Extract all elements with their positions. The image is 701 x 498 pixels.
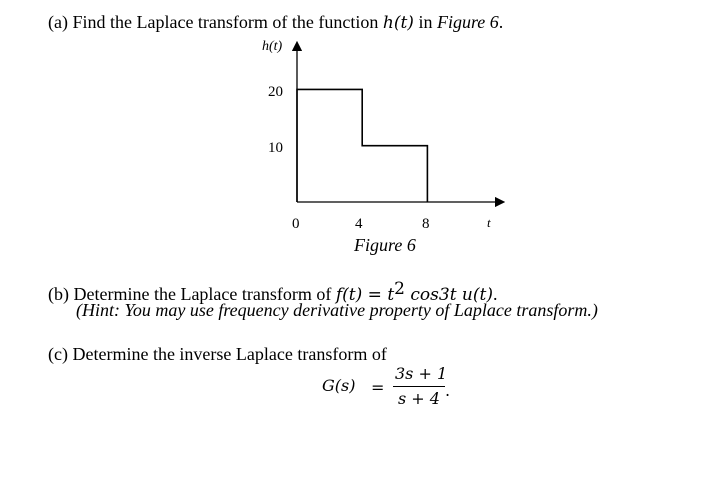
fraction-numerator: 3s + 1 <box>395 364 448 383</box>
part-b-function: f(t) <box>335 285 363 305</box>
part-a-function: h(t) <box>382 13 414 33</box>
part-b-exponent: 2 <box>394 279 405 299</box>
fraction-denominator: s + 4 <box>398 389 440 408</box>
h-of-t-waveform <box>297 89 427 202</box>
part-b-t: t <box>387 285 395 305</box>
equals-sign: = <box>371 378 385 397</box>
part-b-prefix: (b) Determine the Laplace transform of <box>48 284 336 304</box>
y-tick-10: 10 <box>268 140 283 156</box>
part-a-prefix: (a) Find the Laplace transform of the function <box>48 12 383 32</box>
part-b-rhs: cos3t u(t) <box>405 285 493 305</box>
y-tick-20: 20 <box>268 84 283 100</box>
g-of-s-lhs: G(s) <box>322 376 356 395</box>
y-axis-label: h(t) <box>262 39 283 54</box>
fraction-bar <box>393 386 445 387</box>
figure-caption: Figure 6 <box>354 235 416 255</box>
part-b-hint: (Hint: You may use frequency derivative property of Laplace transform.) <box>76 300 598 320</box>
g-of-s-label <box>322 376 355 395</box>
part-a-middle: in <box>413 12 437 32</box>
fraction-period: . <box>445 381 451 400</box>
x-tick-0: 0 <box>292 216 300 232</box>
x-tick-8: 8 <box>422 216 430 232</box>
part-b-equals: = <box>362 285 388 305</box>
part-c-question: (c) Determine the inverse Laplace transform of <box>48 344 387 364</box>
x-axis-label: t <box>487 215 491 230</box>
x-tick-4: 4 <box>355 216 363 232</box>
part-a-figure-ref: Figure 6 <box>436 12 499 32</box>
part-a-suffix: . <box>498 12 504 32</box>
part-b-suffix: . <box>492 284 498 304</box>
